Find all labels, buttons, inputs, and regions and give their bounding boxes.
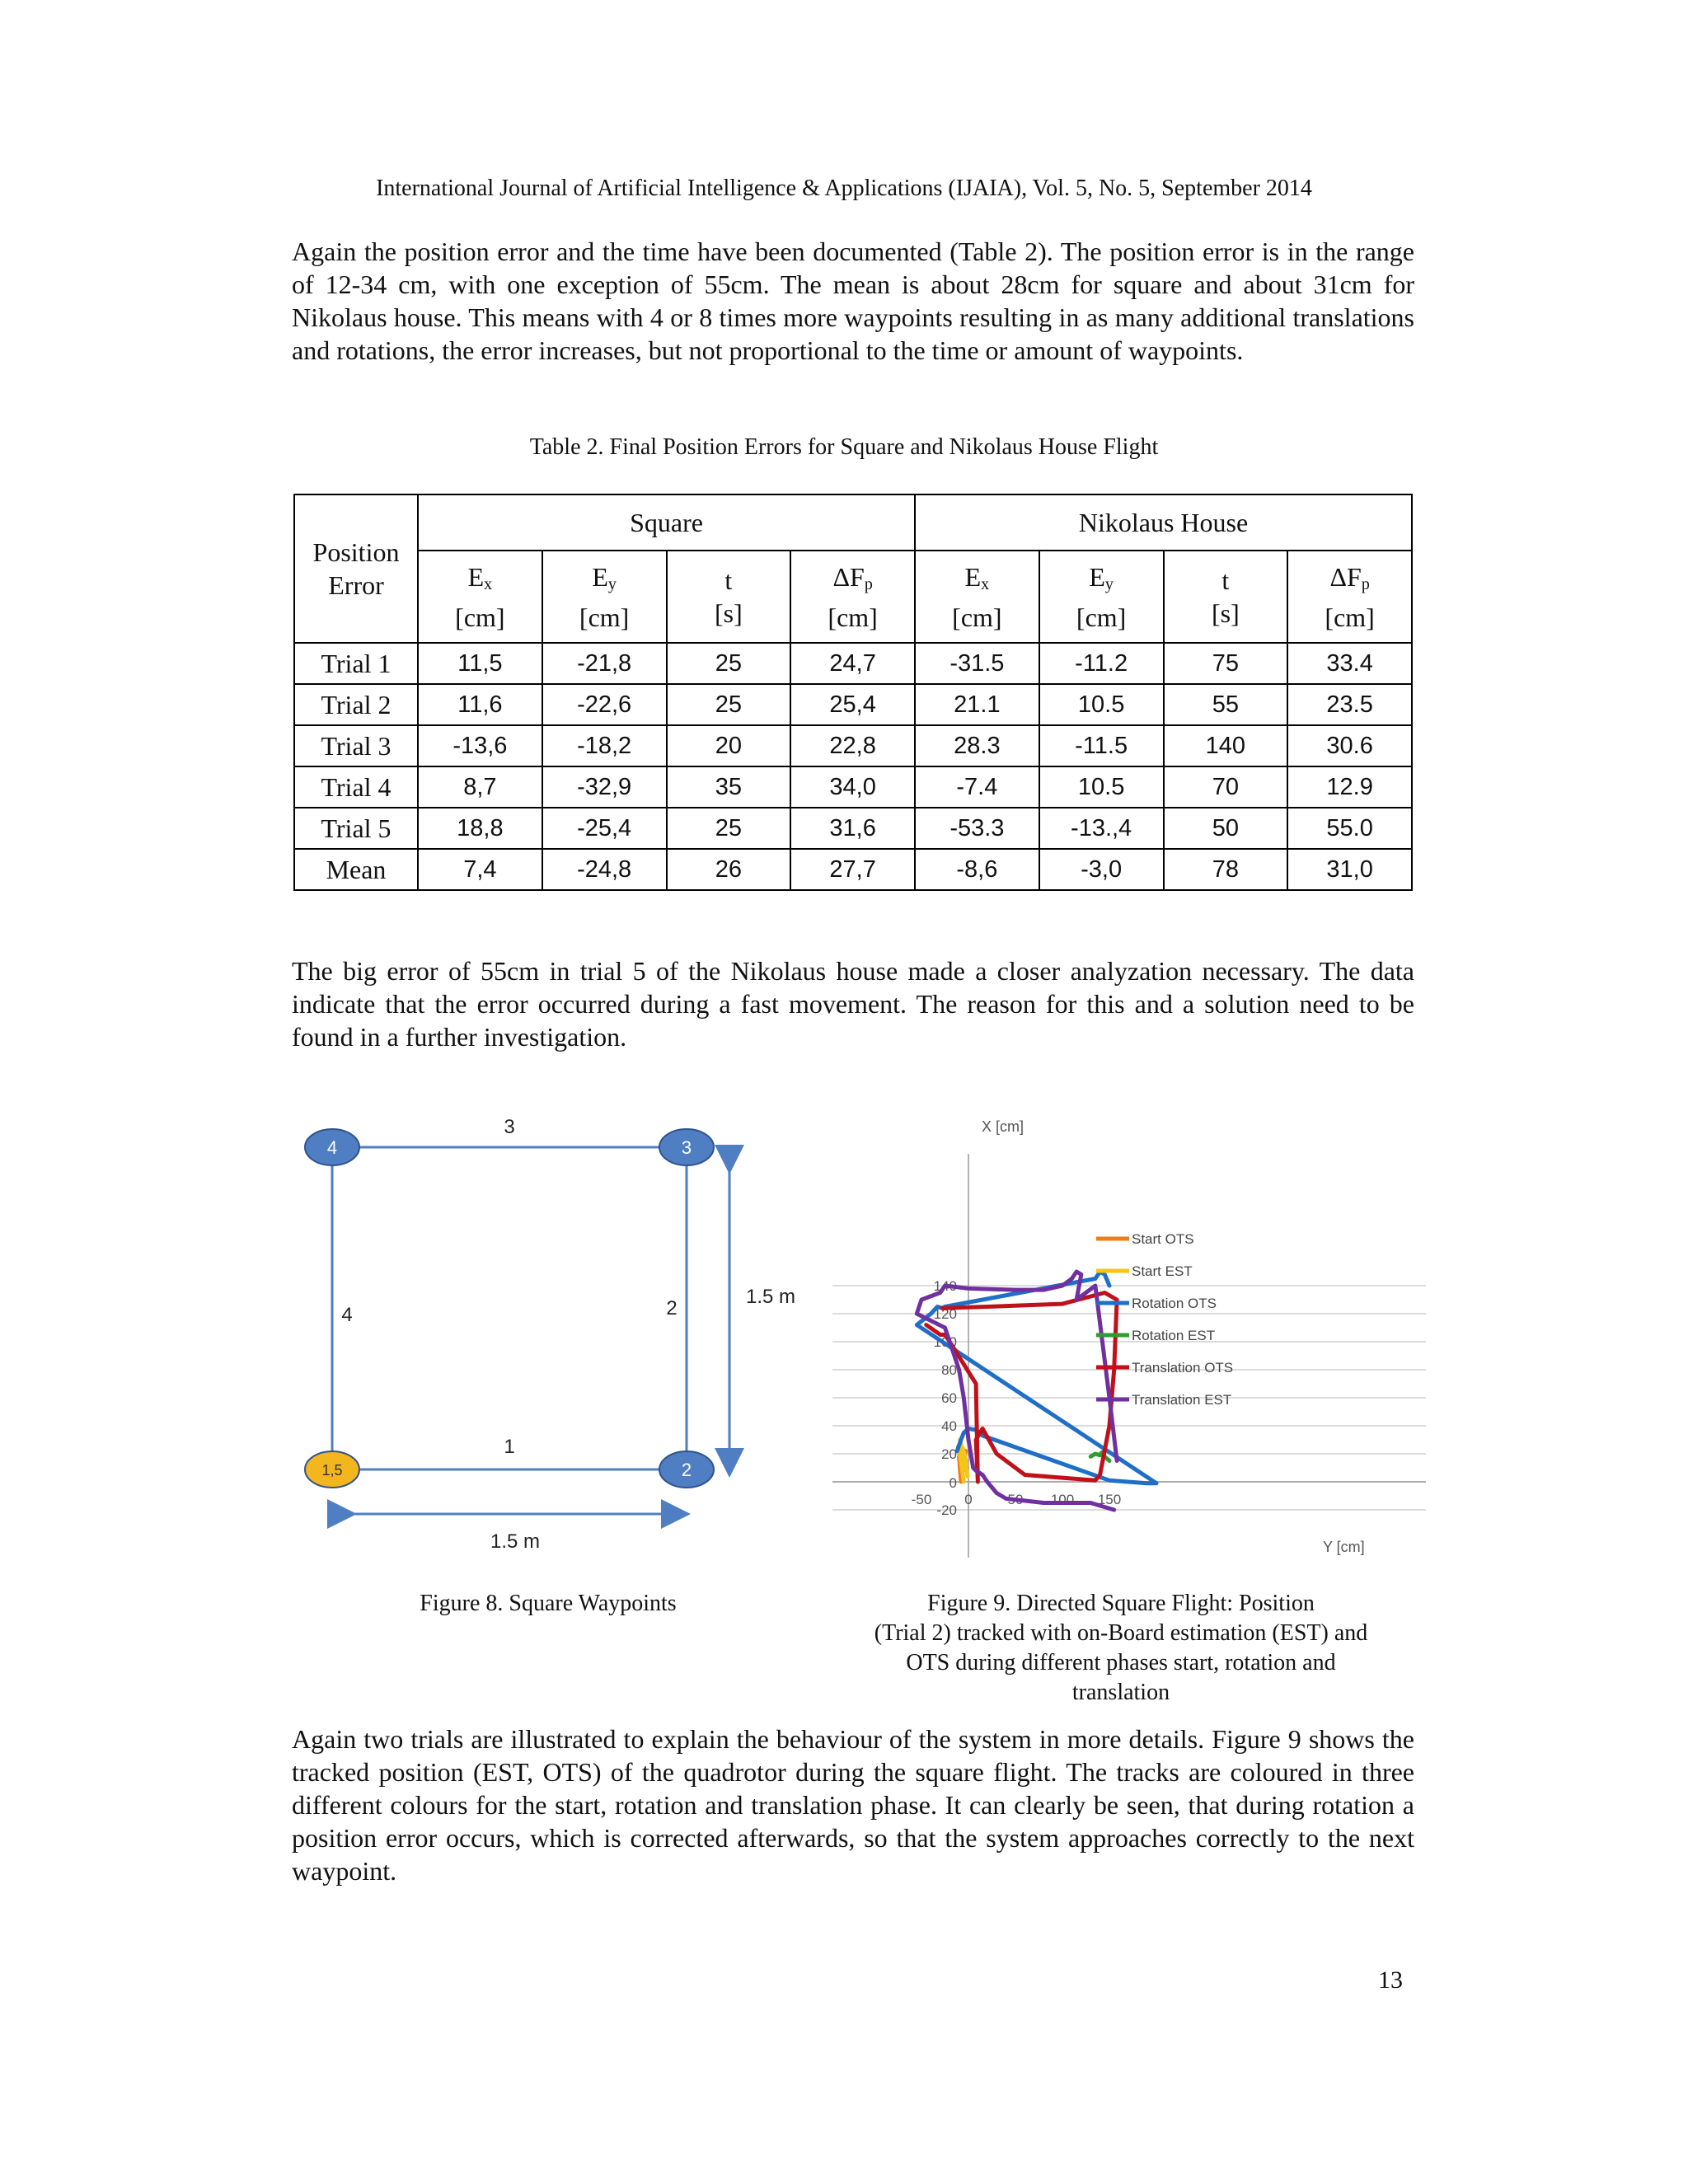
column-header [1164,551,1288,643]
column-header [667,551,791,643]
table-cell: 10.5 [1039,766,1164,808]
row-label: Trial 4 [294,766,418,808]
y-tick-label: 20 [941,1446,957,1462]
column-header [1039,551,1164,643]
corner-line2: Error [328,570,384,600]
legend-label: Translation OTS [1132,1360,1234,1376]
row-label: Mean [294,849,418,890]
table-row [294,849,1412,890]
edge-label-2: 2 [666,1297,678,1319]
table-cell: 31,0 [1287,849,1412,890]
column-symbol: E [964,561,982,592]
table-cell: 11,6 [418,684,542,725]
legend-label: Start OTS [1132,1231,1194,1247]
table-cell: -13,6 [418,725,542,766]
table-cell: 27,7 [790,849,915,890]
y-tick-label: 100 [933,1334,957,1350]
table-cell: 140 [1164,725,1288,766]
row-label: Trial 5 [294,808,418,849]
table-cell: -24,8 [542,849,667,890]
column-symbol: E [467,561,485,592]
column-header [542,551,667,643]
table-row [294,766,1412,808]
table-cell: 20 [667,725,791,766]
waypoint-label: 4 [326,1137,338,1158]
table-cell: -18,2 [542,725,667,766]
table-cell: -21,8 [542,643,667,684]
column-unit: [cm] [1076,602,1127,632]
table-cell: -8,6 [915,849,1039,890]
table-cell: -3,0 [1039,849,1164,890]
table-cell: -11.5 [1039,725,1164,766]
legend-label: Rotation EST [1132,1328,1216,1343]
table-cell: 34,0 [790,766,915,808]
x-axis-title: Y [cm] [1323,1539,1365,1555]
table-row [294,684,1412,725]
paragraph-big-error: The big error of 55cm in trial 5 of the Nikolaus house made a closer analyzation necessary. The data indicate that the error occurred during a fast movement. The reason for this and a solution need to be found in a further investigation. [292,956,1414,1052]
table-cell: 18,8 [418,808,542,849]
row-label: Trial 2 [294,684,418,725]
dim-label-horizontal: 1.5 m [490,1530,541,1553]
table-cell: -22,6 [542,684,667,725]
flight-track-chart [824,1108,1434,1570]
table-corner-cell [294,494,418,643]
row-label: Trial 1 [294,643,418,684]
table-cell: 31,6 [790,808,915,849]
position-error-table [293,494,1413,891]
table-cell: 25,4 [790,684,915,725]
figure9-caption-line: Figure 9. Directed Square Flight: Position [927,1591,1315,1616]
column-unit: [s] [1211,598,1240,628]
column-symbol: ΔF [832,561,865,592]
figure9-caption-line: translation [1071,1680,1170,1705]
column-header [418,551,542,643]
edge-label-3: 3 [504,1116,515,1138]
table-cell: -11.2 [1039,643,1164,684]
table-cell: 33.4 [1287,643,1412,684]
column-symbol: E [1089,561,1105,592]
table-cell: 8,7 [418,766,542,808]
journal-header: International Journal of Artificial Intelligence & Applications (IJAIA), Vol. 5, No. 5, September 2014 [376,176,1312,201]
table-cell: 12.9 [1287,766,1412,808]
column-subscript: y [1104,574,1114,593]
table-cell: 35 [667,766,791,808]
y-tick-label: 80 [941,1362,957,1378]
table-cell: 55 [1164,684,1288,725]
group-header-square: Square [418,494,915,551]
table-row [294,808,1412,849]
column-subscript: p [1361,574,1370,593]
table-cell: -13.,4 [1039,808,1164,849]
x-tick-label: 150 [1097,1492,1122,1507]
y-tick-label: 140 [933,1278,957,1294]
y-tick-label: -20 [936,1502,957,1518]
corner-line1: Position [312,537,400,567]
edge-label-4: 4 [341,1304,353,1326]
row-label: Trial 3 [294,725,418,766]
legend-label: Translation EST [1132,1392,1232,1408]
table-cell: 7,4 [418,849,542,890]
table-cell: 70 [1164,766,1288,808]
column-unit: [cm] [455,602,505,632]
group-header-nikolaus: Nikolaus House [915,494,1412,551]
paragraph-figure-discussion: Again two trials are illustrated to explain the behaviour of the system in more details. Figure 9 shows the tracked position (EST, OTS) of the quadrotor during the square flight. The tracks are coloured in three different colours for the start, rotation and translation phase. It can clearly be seen, that during rotation a position error occurs, which is corrected afterwards, so that the system approaches correctly to the next waypoint. [292,1724,1414,1886]
table-cell: 25 [667,643,791,684]
column-subscript: y [607,574,617,593]
column-symbol: t [724,565,733,595]
table-cell: 30.6 [1287,725,1412,766]
figure9-caption [832,1589,1409,1708]
table-row [294,725,1412,766]
column-unit: [cm] [579,602,630,632]
table-cell: 25 [667,808,791,849]
square-waypoints-figure [293,1108,804,1566]
table-cell: 11,5 [418,643,542,684]
table-cell: -7.4 [915,766,1039,808]
table-cell: 23.5 [1287,684,1412,725]
y-axis-title: X [cm] [982,1118,1025,1135]
table-cell: 21.1 [915,684,1039,725]
edge-label-1: 1 [504,1436,515,1458]
column-unit: [cm] [828,602,878,632]
x-tick-label: -50 [911,1492,932,1507]
y-tick-label: 40 [941,1418,957,1434]
column-symbol: ΔF [1329,561,1362,592]
column-subscript: x [484,574,493,593]
column-unit: [cm] [952,602,1002,632]
figure9-caption-line: (Trial 2) tracked with on-Board estimation (EST) and [874,1620,1368,1646]
x-tick-label: 50 [1007,1492,1024,1507]
paragraph-intro: Again the position error and the time have been documented (Table 2). The position error is in the range of 12-34 cm, with one exception of 55cm. The mean is about 28cm for square and about 31cm for Nikolaus house. This means with 4 or 8 times more waypoints resulting in as many additional translations and rotations, the error increases, but not proportional to the time or amount of waypoints. [292,237,1414,365]
table-cell: 26 [667,849,791,890]
column-symbol: t [1221,565,1230,595]
figure8-caption: Figure 8. Square Waypoints [420,1591,677,1616]
page-number: 13 [1378,1966,1403,1994]
column-symbol: E [592,561,608,592]
legend-label: Start EST [1132,1263,1193,1279]
table-cell: -53.3 [915,808,1039,849]
table-cell: 22,8 [790,725,915,766]
table-cell: -32,9 [542,766,667,808]
table-cell: 55.0 [1287,808,1412,849]
table-row [294,643,1412,684]
column-subscript: p [864,574,873,593]
waypoint-label: 2 [681,1460,692,1480]
legend-label: Rotation OTS [1132,1296,1217,1311]
waypoint-label: 1,5 [321,1462,343,1479]
table-cell: 78 [1164,849,1288,890]
table-cell: -31.5 [915,643,1039,684]
column-header [915,551,1039,643]
x-tick-label: 100 [1050,1492,1075,1507]
y-tick-label: 120 [933,1306,957,1322]
table-caption: Table 2. Final Position Errors for Square and Nikolaus House Flight [529,434,1159,460]
column-subscript: x [981,574,990,593]
figure9-caption-line: OTS during different phases start, rotation and [906,1650,1336,1675]
column-header [790,551,915,643]
column-header [1287,551,1412,643]
x-tick-label: 0 [964,1492,973,1507]
table-cell: 28.3 [915,725,1039,766]
waypoint-label: 3 [681,1137,692,1158]
y-tick-label: 0 [949,1475,957,1491]
table-cell: 75 [1164,643,1288,684]
table-cell: -25,4 [542,808,667,849]
table-cell: 50 [1164,808,1288,849]
table-cell: 24,7 [790,643,915,684]
table-cell: 10.5 [1039,684,1164,725]
column-unit: [cm] [1325,602,1375,632]
table-cell: 25 [667,684,791,725]
dim-label-vertical: 1.5 m [745,1286,796,1308]
y-tick-label: 60 [941,1390,957,1406]
column-unit: [s] [714,598,743,628]
